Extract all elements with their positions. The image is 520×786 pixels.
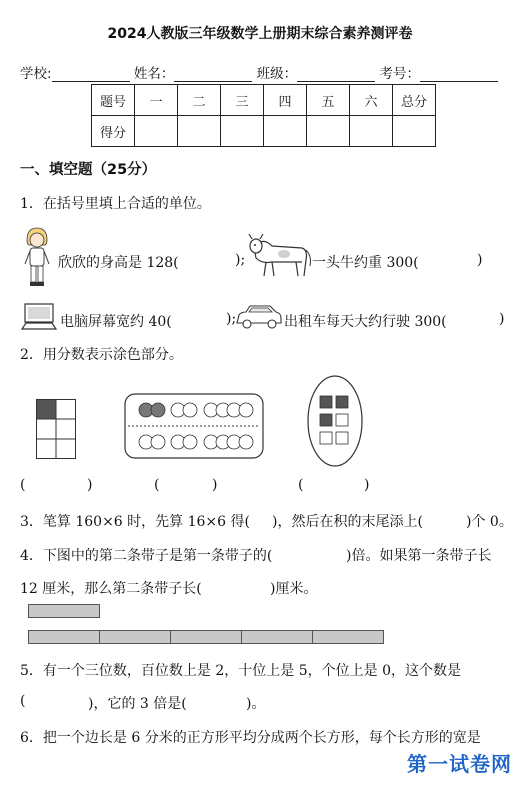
shaded-grid-figure bbox=[36, 399, 76, 459]
cubes-oval-figure bbox=[306, 374, 364, 468]
section-heading: 一、填空题（25分） bbox=[20, 162, 157, 178]
cow-icon bbox=[244, 232, 314, 280]
q3-part-b: )，然后在积的末尾添上( bbox=[272, 514, 423, 530]
score-cell[interactable] bbox=[178, 116, 221, 147]
q1a-close: ); bbox=[235, 252, 246, 268]
student-info-line bbox=[20, 62, 498, 82]
score-cell[interactable] bbox=[307, 116, 350, 147]
q2-answer-close: ) bbox=[87, 477, 93, 493]
smiley-box-figure bbox=[124, 393, 264, 459]
score-header-cell: 题号 bbox=[92, 85, 135, 116]
page-title: 2024人教版三年级数学上册期末综合素养测评卷 bbox=[107, 26, 413, 42]
score-header-cell: 三 bbox=[221, 85, 264, 116]
q6-line1: 6．把一个边长是 6 分米的正方形平均分成两个长方形，每个长方形的宽是 bbox=[20, 730, 481, 746]
q5-line1: 5．有一个三位数，百位数上是 2，十位上是 5，个位上是 0，这个数是 bbox=[20, 663, 461, 679]
q5-line2-b: )，它的 3 倍是( bbox=[88, 696, 187, 712]
q4-line2-b: )厘米。 bbox=[270, 581, 318, 597]
girl-icon bbox=[20, 226, 54, 288]
school-field[interactable] bbox=[52, 67, 130, 82]
q2-answer-open: ( bbox=[154, 477, 160, 493]
class-label: 班级： bbox=[256, 66, 298, 82]
q3-part-a: 3．笔算 160×6 时，先算 16×6 得( bbox=[20, 514, 250, 530]
site-watermark: 第一试卷网 bbox=[407, 752, 512, 776]
q4-line1-b: )倍。如果第一条带子长 bbox=[346, 548, 492, 564]
q2-answer-close: ) bbox=[364, 477, 370, 493]
name-field[interactable] bbox=[174, 67, 252, 82]
score-table-header-row bbox=[92, 85, 436, 116]
q2-answer-close: ) bbox=[212, 477, 218, 493]
q1c-text: 电脑屏幕宽约 40( bbox=[60, 314, 172, 330]
score-header-cell: 二 bbox=[178, 85, 221, 116]
q5-line2-a: ( bbox=[20, 693, 26, 709]
score-cell[interactable] bbox=[350, 116, 393, 147]
score-header-cell: 六 bbox=[350, 85, 393, 116]
score-cell[interactable] bbox=[393, 116, 436, 147]
ribbon-strips-figure bbox=[28, 604, 386, 646]
score-cell[interactable] bbox=[264, 116, 307, 147]
q4-line1-a: 4．下图中的第二条带子是第一条带子的( bbox=[20, 548, 273, 564]
score-header-cell: 总分 bbox=[393, 85, 436, 116]
q1-stem: 1．在括号里填上合适的单位。 bbox=[20, 196, 211, 212]
score-header-cell: 五 bbox=[307, 85, 350, 116]
score-header-cell: 一 bbox=[135, 85, 178, 116]
car-icon bbox=[234, 302, 284, 332]
score-table-score-row bbox=[92, 116, 436, 147]
computer-icon bbox=[20, 302, 58, 332]
score-row-label: 得分 bbox=[92, 116, 135, 147]
exam-no-label: 考号： bbox=[379, 66, 420, 82]
exam-no-field[interactable] bbox=[420, 67, 498, 82]
score-cell[interactable] bbox=[135, 116, 178, 147]
school-label: 学校: bbox=[20, 66, 52, 82]
q2-answer-open: ( bbox=[20, 477, 26, 493]
score-cell[interactable] bbox=[221, 116, 264, 147]
q1b-close: ) bbox=[477, 252, 483, 268]
q1a-text: 欣欣的身高是 128( bbox=[58, 255, 179, 271]
q2-stem: 2．用分数表示涂色部分。 bbox=[20, 347, 183, 363]
score-table bbox=[91, 84, 436, 147]
q1d-close: ) bbox=[499, 311, 505, 327]
q1c-close: ); bbox=[226, 311, 237, 327]
q4-line2-a: 12 厘米，那么第二条带子长( bbox=[20, 581, 202, 597]
q1b-text: 一头牛约重 300( bbox=[312, 255, 419, 271]
q1d-text: 出租车每天大约行驶 300( bbox=[284, 314, 447, 330]
q3-part-c: )个 0。 bbox=[466, 514, 513, 530]
q2-answer-open: ( bbox=[298, 477, 304, 493]
name-label: 姓名： bbox=[133, 66, 175, 82]
class-field[interactable] bbox=[297, 67, 375, 82]
score-header-cell: 四 bbox=[264, 85, 307, 116]
q5-line2-c: )。 bbox=[246, 696, 266, 712]
